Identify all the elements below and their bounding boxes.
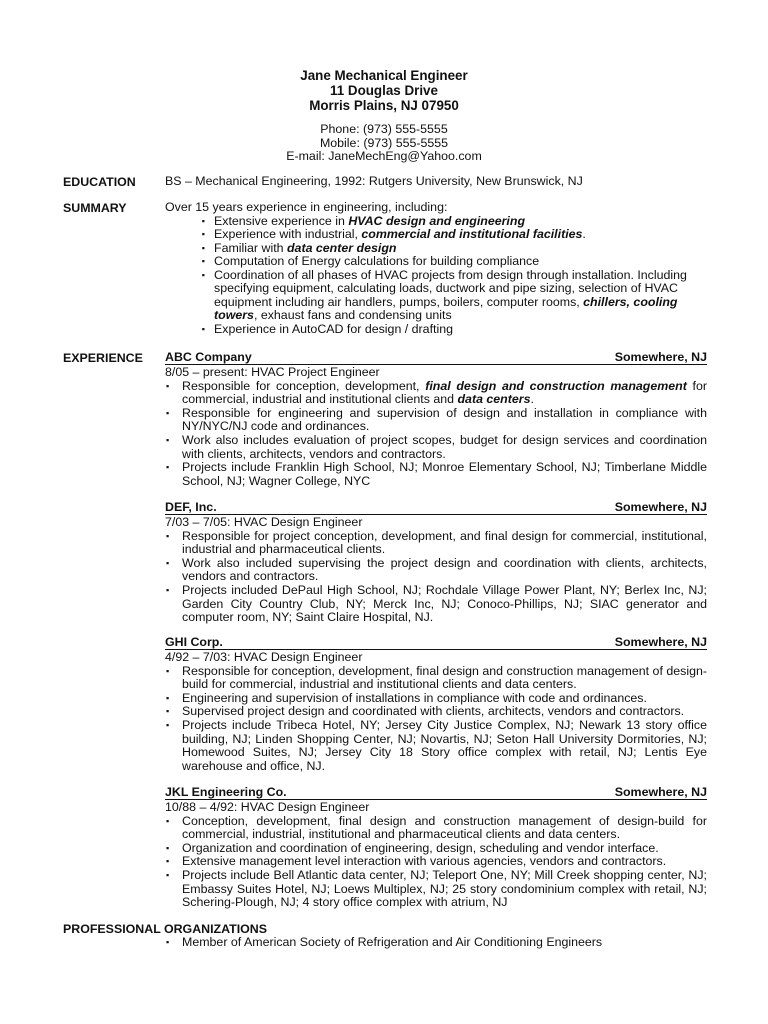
job-header	[165, 351, 707, 365]
job-ghi	[165, 636, 707, 773]
summary-intro: Over 15 years experience in engineering, including:	[165, 200, 448, 214]
organizations-list	[165, 936, 707, 950]
summary-section	[165, 201, 707, 336]
job-bullet: ▪ Projects include Bell Atlantic data center, NJ; Teleport One, NY; Mill Creek shopping center, NJ; Embassy Suites Hotel, NJ; Loews Multiplex, NJ; 25 story condominium complex with retail, NJ; Schering-Plough, NJ; 4 story office complex with atrium, NJ	[165, 869, 707, 910]
job-bullet: ▪ Work also includes evaluation of project scopes, budget for design services and coordination with clients, architects, vendors and contractors.	[165, 434, 707, 461]
summary-item: ▪ Familiar with data center design	[165, 242, 707, 256]
job-abc	[165, 351, 707, 488]
job-title: 10/88 – 4/92: HVAC Design Engineer	[165, 800, 370, 814]
job-location: Somewhere, NJ	[614, 635, 707, 649]
city-address: Morris Plains, NJ 07950	[309, 98, 459, 113]
candidate-name: Jane Mechanical Engineer	[300, 68, 468, 83]
company-name: JKL Engineering Co.	[165, 785, 287, 799]
job-bullet: ▪ Organization and coordination of engineering, design, scheduling and vendor interface.	[165, 842, 707, 856]
summary-item: ▪ Extensive experience in HVAC design and engineering	[165, 215, 707, 229]
mobile: Mobile: (973) 555-5555	[319, 135, 449, 150]
job-jkl	[165, 786, 707, 910]
job-location: Somewhere, NJ	[614, 785, 707, 799]
company-name: DEF, Inc.	[165, 500, 217, 514]
summary-item: ▪ Experience in AutoCAD for design / drafting	[165, 323, 707, 337]
job-bullet: ▪ Responsible for engineering and supervision of design and installation in compliance with NY/NYC/NJ code and ordinances.	[165, 407, 707, 434]
job-header	[165, 786, 707, 800]
summary-item: ▪ Computation of Energy calculations for building compliance	[165, 255, 707, 269]
job-bullet: ▪ Projects included DePaul High School, NJ; Rochdale Village Power Plant, NY; Berlex Inc, NJ; Garden City Country Club, NY; Merck Inc, NJ; Conoco-Phillips, NJ; SIAC generator and computer room, NY; Saint Claire Hospital, NJ.	[165, 584, 707, 625]
email: E-mail: JaneMechEng@Yahoo.com	[286, 149, 482, 163]
job-bullet: ▪ Projects include Tribeca Hotel, NY; Jersey City Justice Complex, NJ; Newark 13 story office building, NJ; Linden Shopping Center, NJ; Novartis, NJ; Seton Hall University Dormitories, NJ; Homewood Suites, NJ; Jersey City 18 Story office complex with retail, NJ; Lentis Eye warehouse and office, NJ.	[165, 719, 707, 773]
job-bullet: ▪ Work also included supervising the project design and coordination with clients, architects, vendors and contractors.	[165, 557, 707, 584]
job-bullet: ▪ Responsible for conception, development, final design and construction management for commercial, industrial and institutional clients and data centers.	[165, 380, 707, 407]
job-title: 8/05 – present: HVAC Project Engineer	[165, 365, 380, 379]
organizations-heading: PROFESSIONAL ORGANIZATIONS	[63, 922, 267, 936]
job-location: Somewhere, NJ	[614, 350, 707, 364]
job-bullet: ▪ Projects include Franklin High School, NJ; Monroe Elementary School, NJ; Timberlane Middle School, NJ; Wagner College, NYC	[165, 461, 707, 488]
summary-item: ▪ Coordination of all phases of HVAC projects from design through installation. Including specifying equipment, calculating loads, ductwork and pipe sizing, selection of HVAC equipment including air handlers, pumps, boilers, computer rooms, chillers, cooling towers, exhaust fans and condensing units	[165, 269, 707, 323]
resume-header	[0, 68, 768, 164]
job-bullet: ▪ Conception, development, final design and construction management of design-build for commercial, industrial, institutional and pharmaceutical clients and data centers.	[165, 815, 707, 842]
education-heading: EDUCATION	[63, 175, 136, 189]
street-address: 11 Douglas Drive	[330, 83, 438, 98]
job-location: Somewhere, NJ	[614, 500, 707, 514]
summary-item: ▪ Experience with industrial, commercial and institutional facilities.	[165, 228, 707, 242]
job-bullet: ▪ Responsible for project conception, development, and final design for commercial, institutional, industrial and pharmaceutical clients.	[165, 530, 707, 557]
job-title: 4/92 – 7/03: HVAC Design Engineer	[165, 650, 363, 664]
phone: Phone: (973) 555-5555	[320, 122, 448, 136]
job-def	[165, 501, 707, 625]
job-title: 7/03 – 7/05: HVAC Design Engineer	[165, 515, 363, 529]
job-bullet: ▪ Responsible for conception, development, final design and construction management of design-build for commercial, industrial and institutional clients and data centers.	[165, 665, 707, 692]
job-bullet: ▪ Extensive management level interaction with various agencies, vendors and contractors.	[165, 855, 707, 869]
company-name: ABC Company	[165, 350, 252, 364]
job-bullet: ▪ Supervised project design and coordinated with clients, architects, vendors and contractors.	[165, 705, 707, 719]
experience-heading: EXPERIENCE	[63, 351, 143, 365]
job-header	[165, 636, 707, 650]
organization-item: ▪ Member of American Society of Refrigeration and Air Conditioning Engineers	[165, 936, 707, 950]
job-bullet: ▪ Engineering and supervision of installations in compliance with code and ordinances.	[165, 692, 707, 706]
summary-heading: SUMMARY	[63, 201, 127, 215]
job-header	[165, 501, 707, 515]
education-text: BS – Mechanical Engineering, 1992: Rutgers University, New Brunswick, NJ	[165, 174, 583, 188]
company-name: GHI Corp.	[165, 635, 223, 649]
